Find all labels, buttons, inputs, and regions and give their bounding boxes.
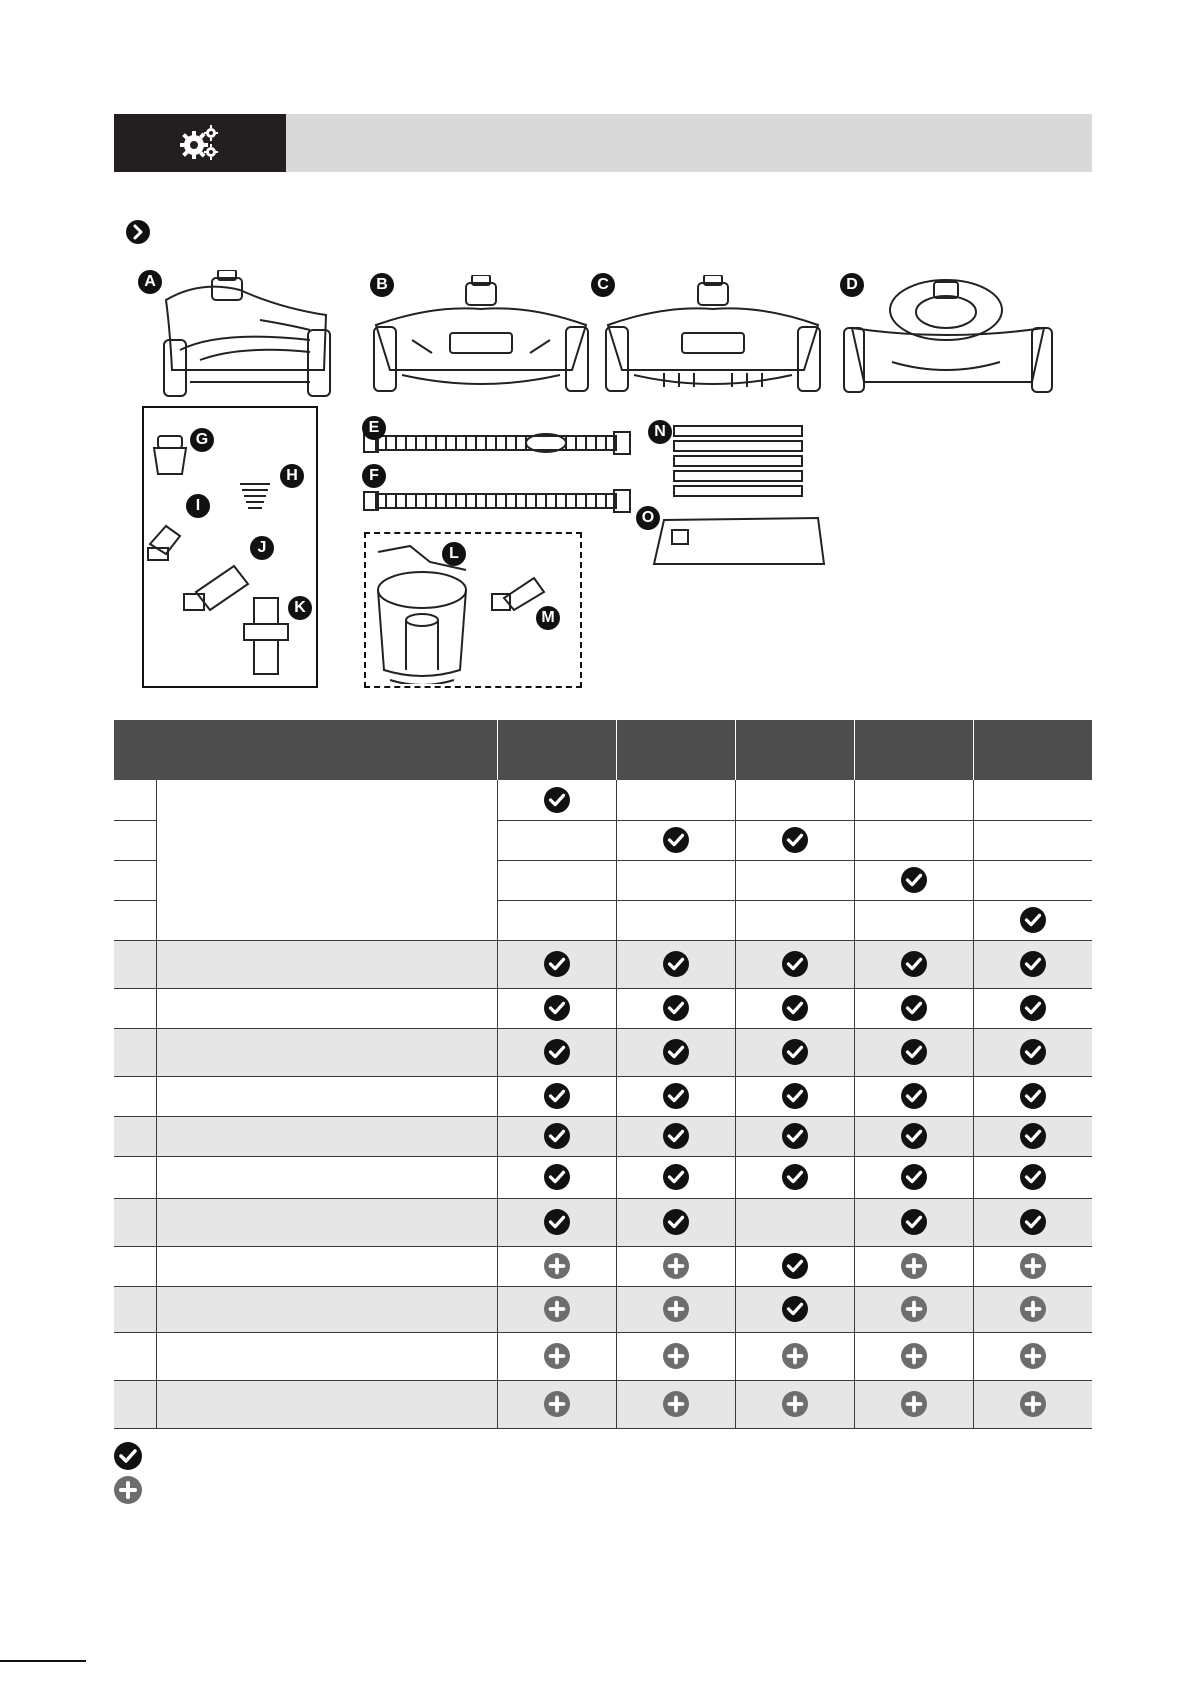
model-cell-3	[735, 780, 854, 820]
model-cell-4	[854, 780, 973, 820]
check-circle-icon	[663, 827, 689, 853]
row-index-cell	[114, 940, 156, 988]
header-cell-model-4	[854, 720, 973, 780]
model-cell-1	[497, 1246, 616, 1286]
description-cell	[156, 1198, 497, 1246]
model-cell-2	[616, 988, 735, 1028]
check-circle-icon	[544, 1209, 570, 1235]
model-cell-3	[735, 1156, 854, 1198]
model-cell-2	[616, 1246, 735, 1286]
table-row	[114, 1332, 1092, 1380]
header-cell-model-1	[497, 720, 616, 780]
model-cell-3	[735, 1116, 854, 1156]
model-cell-2	[616, 1198, 735, 1246]
section-header-title-panel	[286, 114, 1092, 172]
plus-circle-icon	[1020, 1296, 1046, 1322]
model-cell-1	[497, 1028, 616, 1076]
model-cell-4	[854, 1286, 973, 1332]
model-cell-1	[497, 1198, 616, 1246]
bag-o-illustration	[650, 516, 826, 566]
check-circle-icon	[1020, 1039, 1046, 1065]
check-circle-icon	[901, 951, 927, 977]
model-cell-4	[854, 1198, 973, 1246]
model-cell-2	[616, 1380, 735, 1428]
check-circle-icon	[663, 1083, 689, 1109]
model-cell-5	[973, 1156, 1092, 1198]
row-index-cell	[114, 1076, 156, 1116]
accessory-i-illustration	[146, 518, 186, 562]
description-cell	[156, 1332, 497, 1380]
hose-bundle-n-illustration	[670, 424, 806, 498]
model-cell-3	[735, 988, 854, 1028]
label-i: I	[186, 494, 210, 518]
row-index-cell	[114, 1028, 156, 1076]
header-cell-description	[114, 720, 497, 780]
check-circle-icon	[544, 1164, 570, 1190]
plus-circle-icon	[782, 1391, 808, 1417]
check-circle-icon	[901, 1123, 927, 1149]
table-row	[114, 1156, 1092, 1198]
check-circle-icon	[1020, 995, 1046, 1021]
description-cell	[156, 1116, 497, 1156]
plus-circle-icon	[782, 1343, 808, 1369]
model-cell-1	[497, 900, 616, 940]
check-circle-icon	[782, 1083, 808, 1109]
model-cell-3	[735, 1380, 854, 1428]
model-cell-5	[973, 1116, 1092, 1156]
plus-circle-icon	[1020, 1343, 1046, 1369]
model-cell-5	[973, 988, 1092, 1028]
row-index-cell	[114, 820, 156, 860]
check-circle-icon	[544, 1083, 570, 1109]
model-cell-2	[616, 780, 735, 820]
description-cell	[156, 1246, 497, 1286]
model-cell-5	[973, 820, 1092, 860]
check-circle-icon	[782, 1296, 808, 1322]
model-cell-1	[497, 860, 616, 900]
model-cell-4	[854, 940, 973, 988]
table-row	[114, 1028, 1092, 1076]
model-cell-2	[616, 820, 735, 860]
check-circle-icon	[663, 1209, 689, 1235]
model-cell-4	[854, 900, 973, 940]
model-cell-3	[735, 1198, 854, 1246]
description-cell	[156, 1028, 497, 1076]
plus-circle-icon	[663, 1296, 689, 1322]
model-cell-5	[973, 900, 1092, 940]
label-o: O	[636, 506, 660, 530]
description-cell	[156, 988, 497, 1028]
table-row	[114, 940, 1092, 988]
plus-circle-icon	[901, 1391, 927, 1417]
model-cell-5	[973, 1246, 1092, 1286]
model-cell-4	[854, 820, 973, 860]
model-cell-5	[973, 1380, 1092, 1428]
plus-circle-icon	[901, 1253, 927, 1279]
row-index-cell	[114, 1198, 156, 1246]
check-circle-icon	[901, 1083, 927, 1109]
row-index-cell	[114, 1286, 156, 1332]
label-k: K	[288, 596, 312, 620]
check-circle-icon	[544, 787, 570, 813]
model-cell-2	[616, 1332, 735, 1380]
check-circle-icon	[782, 1164, 808, 1190]
model-cell-4	[854, 1156, 973, 1198]
model-cell-5	[973, 1286, 1092, 1332]
check-circle-icon	[1020, 1123, 1046, 1149]
check-circle-icon	[1020, 1209, 1046, 1235]
accessory-h-illustration	[238, 480, 272, 510]
gears-icon	[178, 123, 222, 163]
model-cell-2	[616, 1076, 735, 1116]
accessory-g-illustration	[150, 434, 190, 480]
check-circle-icon	[901, 1039, 927, 1065]
table-row	[114, 780, 1092, 820]
model-cell-1	[497, 1380, 616, 1428]
check-circle-icon	[782, 1123, 808, 1149]
model-cell-3	[735, 940, 854, 988]
table-row	[114, 1076, 1092, 1116]
description-cell	[156, 1286, 497, 1332]
check-circle-icon	[782, 995, 808, 1021]
model-cell-1	[497, 820, 616, 860]
label-h: H	[280, 464, 304, 488]
label-l: L	[442, 542, 466, 566]
label-n: N	[648, 420, 672, 444]
model-cell-4	[854, 860, 973, 900]
model-cell-3	[735, 860, 854, 900]
label-j: J	[250, 536, 274, 560]
model-cell-4	[854, 1380, 973, 1428]
table-row	[114, 1198, 1092, 1246]
table-header-row	[114, 720, 1092, 780]
check-circle-icon	[544, 1123, 570, 1149]
robot-rear-view-illustration	[842, 272, 1054, 396]
model-cell-2	[616, 860, 735, 900]
check-circle-icon	[1020, 1164, 1046, 1190]
model-cell-2	[616, 900, 735, 940]
plus-circle-icon	[1020, 1391, 1046, 1417]
check-circle-icon	[1020, 1083, 1046, 1109]
header-cell-model-5	[973, 720, 1092, 780]
model-cell-1	[497, 1116, 616, 1156]
check-circle-icon	[544, 995, 570, 1021]
compatibility-table	[114, 720, 1092, 1429]
label-e: E	[362, 416, 386, 440]
model-cell-4	[854, 1028, 973, 1076]
description-cell	[156, 1076, 497, 1116]
accessory-k-illustration	[240, 596, 292, 678]
check-circle-icon	[901, 867, 927, 893]
model-cell-5	[973, 940, 1092, 988]
plus-circle-icon	[544, 1296, 570, 1322]
label-b: B	[370, 273, 394, 297]
model-cell-1	[497, 780, 616, 820]
plus-circle-icon	[663, 1391, 689, 1417]
row-index-cell	[114, 900, 156, 940]
plus-circle-icon	[544, 1343, 570, 1369]
label-c: C	[591, 273, 615, 297]
check-circle-icon	[663, 995, 689, 1021]
model-cell-1	[497, 940, 616, 988]
description-cell	[156, 1156, 497, 1198]
check-circle-icon	[663, 1164, 689, 1190]
table-row	[114, 988, 1092, 1028]
row-index-cell	[114, 1380, 156, 1428]
check-circle-icon	[1020, 951, 1046, 977]
model-cell-5	[973, 1028, 1092, 1076]
check-circle-icon	[544, 951, 570, 977]
row-index-cell	[114, 860, 156, 900]
plus-circle-icon	[901, 1296, 927, 1322]
description-cell	[156, 1380, 497, 1428]
row-index-cell	[114, 988, 156, 1028]
row-index-cell	[114, 1116, 156, 1156]
check-circle-icon	[663, 1123, 689, 1149]
model-cell-4	[854, 988, 973, 1028]
header-cell-model-2	[616, 720, 735, 780]
check-circle-icon	[901, 1209, 927, 1235]
robot-side-view-illustration	[160, 270, 336, 400]
model-cell-3	[735, 900, 854, 940]
model-cell-3	[735, 1076, 854, 1116]
check-circle-icon	[782, 1253, 808, 1279]
check-circle-icon	[663, 1039, 689, 1065]
row-index-cell	[114, 1332, 156, 1380]
label-m: M	[536, 606, 560, 630]
hose-f-illustration	[362, 486, 632, 516]
model-cell-5	[973, 1332, 1092, 1380]
check-circle-icon	[663, 951, 689, 977]
check-circle-icon	[782, 827, 808, 853]
plus-circle-icon	[663, 1343, 689, 1369]
model-cell-4	[854, 1246, 973, 1286]
model-cell-1	[497, 988, 616, 1028]
label-d: D	[840, 273, 864, 297]
table-row	[114, 1286, 1092, 1332]
description-cell	[156, 780, 497, 940]
check-circle-icon	[782, 951, 808, 977]
model-cell-3	[735, 1028, 854, 1076]
plus-circle-icon	[114, 1476, 142, 1504]
model-cell-2	[616, 940, 735, 988]
robot-front-view-c-illustration	[604, 275, 822, 395]
row-index-cell	[114, 1246, 156, 1286]
plus-circle-icon	[663, 1253, 689, 1279]
plus-circle-icon	[544, 1253, 570, 1279]
table-row	[114, 1246, 1092, 1286]
robot-front-view-b-illustration	[372, 275, 590, 395]
check-circle-icon	[1020, 907, 1046, 933]
model-cell-5	[973, 780, 1092, 820]
accessory-m-illustration	[490, 574, 546, 614]
check-circle-icon	[544, 1039, 570, 1065]
check-circle-icon	[901, 1164, 927, 1190]
plus-circle-icon	[544, 1391, 570, 1417]
description-cell	[156, 940, 497, 988]
model-cell-2	[616, 1156, 735, 1198]
model-cell-3	[735, 1286, 854, 1332]
model-cell-1	[497, 1076, 616, 1116]
model-cell-5	[973, 1198, 1092, 1246]
check-circle-icon	[114, 1442, 142, 1470]
row-index-cell	[114, 1156, 156, 1198]
hose-e-illustration	[362, 428, 632, 458]
model-cell-4	[854, 1116, 973, 1156]
table-row	[114, 1380, 1092, 1428]
model-cell-1	[497, 1332, 616, 1380]
plus-circle-icon	[901, 1343, 927, 1369]
label-f: F	[362, 464, 386, 488]
table-row	[114, 1116, 1092, 1156]
label-a: A	[138, 270, 162, 294]
model-cell-3	[735, 1332, 854, 1380]
label-g: G	[190, 428, 214, 452]
model-cell-2	[616, 1116, 735, 1156]
model-cell-2	[616, 1286, 735, 1332]
model-cell-5	[973, 860, 1092, 900]
model-cell-3	[735, 820, 854, 860]
check-circle-icon	[782, 1039, 808, 1065]
chevron-right-icon	[126, 220, 150, 244]
model-cell-4	[854, 1332, 973, 1380]
model-cell-3	[735, 1246, 854, 1286]
model-cell-1	[497, 1286, 616, 1332]
model-cell-4	[854, 1076, 973, 1116]
check-circle-icon	[901, 995, 927, 1021]
model-cell-5	[973, 1076, 1092, 1116]
model-cell-1	[497, 1156, 616, 1198]
row-index-cell	[114, 780, 156, 820]
plus-circle-icon	[1020, 1253, 1046, 1279]
model-cell-2	[616, 1028, 735, 1076]
header-cell-model-3	[735, 720, 854, 780]
footer-rule	[0, 1660, 86, 1662]
